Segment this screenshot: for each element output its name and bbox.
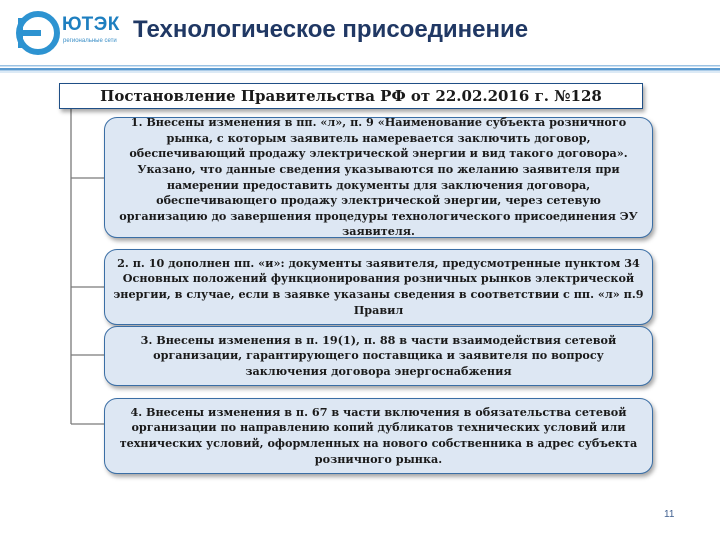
logo-subtitle: региональные сети	[63, 38, 117, 44]
change-item-text: 2. п. 10 дополнен пп. «и»: документы заявителя, предусмотренные пунктом 34 Основных положений функционирования розничных рынков электрической энергии, в случае, если в заявке указаны сведения в соответствии с пп. «л» п.9 Правил	[113, 255, 644, 317]
change-item-text: 4. Внесены изменения в п. 67 в части включения в обязательства сетевой организации по направлению копий дубликатов технических условий или технических условий, оформленных на нового собственника в адрес субъекта розничного рынка.	[119, 404, 638, 466]
change-item-4	[104, 398, 653, 474]
logo-name: ЮТЭК	[62, 14, 120, 35]
change-item-text: 3. Внесены изменения в п. 19(1), п. 88 в части взаимодействия сетевой организации, гарантирующего поставщика и заявителя по вопросу заключения договора энергоснабжения	[140, 332, 617, 378]
change-item-3	[104, 326, 653, 386]
change-item-2	[104, 249, 653, 325]
change-item-text: 1. Внесены изменения в пп. «л», п. 9 «Наименование субъекта розничного рынка, с которым заявитель намеревается заключить договор, обеспечивающий продажу электрической энергии и вид такого договора». Указано, что данные сведения указываются по желанию заявителя при намерении предоставить документы для заключения договора, обеспечивающего продажу электрической энергии, через сетевую организацию до завершения процедуры технологического присоединения ЭУ заявителя.	[119, 115, 638, 239]
page-number: 11	[664, 509, 675, 520]
resolution-heading: Постановление Правительства РФ от 22.02.2016 г. №128	[100, 87, 602, 105]
page-title: Технологическое присоединение	[133, 16, 529, 43]
change-item-1	[104, 117, 653, 238]
resolution-heading-box	[59, 83, 643, 109]
